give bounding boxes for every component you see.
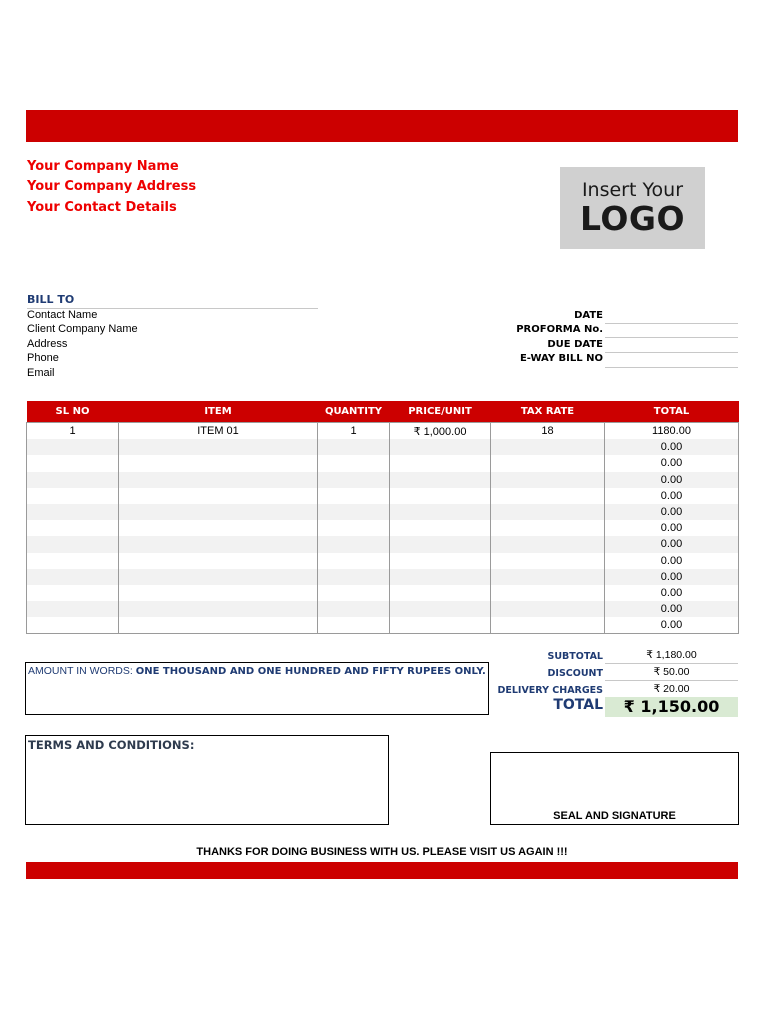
cell-price-unit[interactable]	[390, 504, 491, 520]
logo-placeholder	[560, 167, 705, 249]
cell-sl-no[interactable]	[27, 617, 119, 634]
cell-quantity[interactable]	[318, 536, 390, 552]
cell-item[interactable]	[119, 520, 318, 536]
cell-quantity[interactable]	[318, 472, 390, 488]
cell-total[interactable]: 0.00	[605, 601, 739, 617]
due-date-field[interactable]	[605, 352, 738, 353]
delivery-charges-value: ₹ 20.00	[605, 683, 738, 698]
header-bar	[26, 110, 738, 142]
company-address: Your Company Address	[27, 179, 197, 194]
cell-price-unit[interactable]	[390, 617, 491, 634]
cell-item[interactable]: ITEM 01	[119, 423, 318, 440]
seal-signature-box[interactable]	[490, 752, 739, 825]
amount-in-words-box	[25, 662, 489, 715]
cell-tax-rate[interactable]	[491, 472, 605, 488]
items-header-row	[27, 401, 739, 423]
grand-total-label: TOTAL	[553, 697, 603, 713]
cell-item[interactable]	[119, 472, 318, 488]
cell-price-unit[interactable]: ₹ 1,000.00	[390, 423, 491, 440]
cell-total[interactable]: 0.00	[605, 504, 739, 520]
cell-item[interactable]	[119, 601, 318, 617]
grand-total-value: ₹ 1,150.00	[605, 697, 738, 717]
cell-price-unit[interactable]	[390, 553, 491, 569]
header-item: ITEM	[119, 401, 318, 423]
cell-item[interactable]	[119, 536, 318, 552]
cell-quantity[interactable]	[318, 439, 390, 455]
cell-total[interactable]: 0.00	[605, 439, 739, 455]
date-label: DATE	[574, 310, 603, 321]
header-price-unit: PRICE/UNIT	[390, 401, 491, 423]
cell-quantity[interactable]	[318, 617, 390, 634]
table-row	[27, 439, 739, 455]
cell-total[interactable]: 0.00	[605, 585, 739, 601]
cell-tax-rate[interactable]	[491, 488, 605, 504]
cell-sl-no[interactable]	[27, 569, 119, 585]
cell-tax-rate[interactable]	[491, 553, 605, 569]
cell-sl-no[interactable]	[27, 585, 119, 601]
cell-tax-rate[interactable]: 18	[491, 423, 605, 440]
table-row	[27, 553, 739, 569]
table-row	[27, 423, 739, 440]
table-row	[27, 601, 739, 617]
discount-value: ₹ 50.00	[605, 666, 738, 681]
cell-price-unit[interactable]	[390, 520, 491, 536]
cell-sl-no[interactable]	[27, 439, 119, 455]
subtotal-value: ₹ 1,180.00	[605, 649, 738, 664]
client-address: Address	[27, 338, 68, 350]
terms-box[interactable]	[25, 735, 389, 825]
header-total: TOTAL	[605, 401, 739, 423]
cell-quantity[interactable]	[318, 520, 390, 536]
cell-sl-no[interactable]	[27, 455, 119, 471]
cell-item[interactable]	[119, 617, 318, 634]
table-row	[27, 455, 739, 471]
footer-bar	[26, 862, 738, 879]
terms-heading: TERMS AND CONDITIONS:	[28, 738, 195, 752]
cell-sl-no[interactable]	[27, 536, 119, 552]
table-row	[27, 488, 739, 504]
table-row	[27, 536, 739, 552]
thanks-message: THANKS FOR DOING BUSINESS WITH US. PLEASE VISIT US AGAIN !!!	[196, 846, 568, 858]
cell-sl-no[interactable]	[27, 601, 119, 617]
table-row	[27, 617, 739, 634]
table-row	[27, 472, 739, 488]
cell-sl-no[interactable]	[27, 520, 119, 536]
header-tax-rate: TAX RATE	[491, 401, 605, 423]
cell-tax-rate[interactable]	[491, 569, 605, 585]
cell-quantity[interactable]	[318, 504, 390, 520]
cell-tax-rate[interactable]	[491, 617, 605, 634]
cell-price-unit[interactable]	[390, 601, 491, 617]
date-field[interactable]	[605, 323, 738, 324]
cell-item[interactable]	[119, 585, 318, 601]
cell-total[interactable]: 0.00	[605, 569, 739, 585]
table-row	[27, 585, 739, 601]
cell-total[interactable]: 0.00	[605, 553, 739, 569]
cell-item[interactable]	[119, 569, 318, 585]
cell-sl-no[interactable]	[27, 504, 119, 520]
cell-sl-no[interactable]	[27, 472, 119, 488]
client-company-name: Client Company Name	[27, 323, 138, 335]
cell-tax-rate[interactable]	[491, 536, 605, 552]
due-date-label: DUE DATE	[547, 339, 603, 350]
cell-quantity[interactable]	[318, 601, 390, 617]
table-row	[27, 520, 739, 536]
cell-sl-no[interactable]: 1	[27, 423, 119, 440]
proforma-no-field[interactable]	[605, 337, 738, 338]
logo-line-2: LOGO	[579, 199, 686, 238]
cell-quantity[interactable]	[318, 455, 390, 471]
cell-quantity[interactable]	[318, 488, 390, 504]
cell-item[interactable]	[119, 439, 318, 455]
cell-tax-rate[interactable]	[491, 504, 605, 520]
items-table	[26, 401, 739, 634]
cell-total[interactable]: 0.00	[605, 472, 739, 488]
cell-price-unit[interactable]	[390, 585, 491, 601]
cell-tax-rate[interactable]	[491, 585, 605, 601]
cell-price-unit[interactable]	[390, 488, 491, 504]
client-phone: Phone	[27, 352, 59, 364]
cell-quantity[interactable]	[318, 553, 390, 569]
client-contact-name: Contact Name	[27, 309, 98, 321]
cell-price-unit[interactable]	[390, 439, 491, 455]
eway-bill-label: E-WAY BILL NO	[519, 353, 603, 364]
cell-item[interactable]	[119, 488, 318, 504]
cell-sl-no[interactable]	[27, 553, 119, 569]
cell-item[interactable]	[119, 553, 318, 569]
cell-total[interactable]: 1180.00	[605, 423, 739, 440]
cell-item[interactable]	[119, 455, 318, 471]
seal-signature-label: SEAL AND SIGNATURE	[553, 810, 676, 822]
discount-label: DISCOUNT	[547, 668, 603, 679]
table-row	[27, 569, 739, 585]
cell-price-unit[interactable]	[390, 536, 491, 552]
cell-tax-rate[interactable]	[491, 520, 605, 536]
amount-in-words-value: ONE THOUSAND AND ONE HUNDRED AND FIFTY RUPEES ONLY.	[135, 666, 486, 677]
cell-price-unit[interactable]	[390, 455, 491, 471]
logo-line-1: Insert Your	[581, 179, 684, 201]
cell-tax-rate[interactable]	[491, 439, 605, 455]
cell-total[interactable]: 0.00	[605, 455, 739, 471]
cell-total[interactable]: 0.00	[605, 520, 739, 536]
delivery-charges-label: DELIVERY CHARGES	[497, 685, 603, 696]
cell-tax-rate[interactable]	[491, 455, 605, 471]
cell-item[interactable]	[119, 504, 318, 520]
cell-price-unit[interactable]	[390, 569, 491, 585]
cell-total[interactable]: 0.00	[605, 617, 739, 634]
company-contact: Your Contact Details	[27, 200, 177, 215]
subtotal-label: SUBTOTAL	[547, 651, 603, 662]
cell-quantity[interactable]	[318, 569, 390, 585]
cell-quantity[interactable]	[318, 585, 390, 601]
cell-price-unit[interactable]	[390, 472, 491, 488]
header-sl-no: SL NO	[27, 401, 119, 423]
company-name: Your Company Name	[27, 159, 179, 174]
cell-total[interactable]: 0.00	[605, 536, 739, 552]
amount-in-words-label: AMOUNT IN WORDS:	[28, 665, 133, 677]
proforma-no-label: PROFORMA No.	[516, 324, 603, 335]
cell-sl-no[interactable]	[27, 488, 119, 504]
eway-bill-field[interactable]	[605, 367, 738, 368]
table-row	[27, 504, 739, 520]
bill-to-heading: BILL TO	[27, 293, 318, 309]
cell-quantity[interactable]: 1	[318, 423, 390, 440]
header-quantity: QUANTITY	[318, 401, 390, 423]
client-email: Email	[27, 367, 55, 379]
cell-total[interactable]: 0.00	[605, 488, 739, 504]
cell-tax-rate[interactable]	[491, 601, 605, 617]
